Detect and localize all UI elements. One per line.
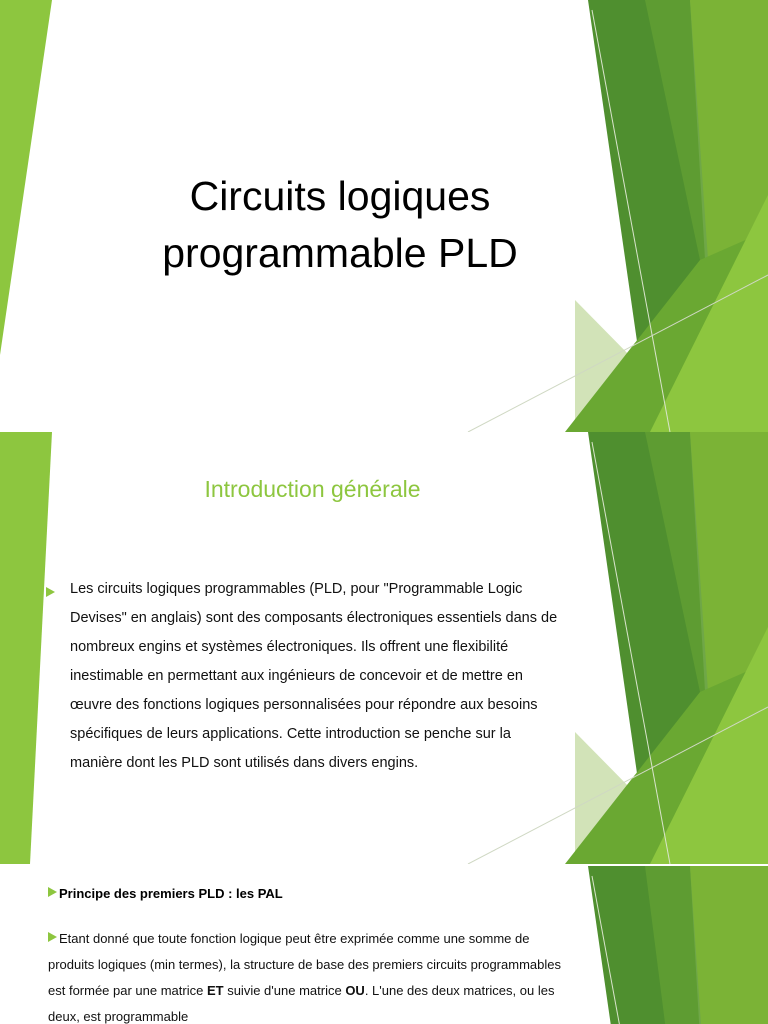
introduction-slide [0,432,768,866]
bullet-text: Les circuits logiques programmables (PLD, pour "Programmable Logic Devises" en anglais) sont des composants électroniques essentiels dans de nombreux engins et systèmes électroniques. Ils offrent une flexibilité inestimable en permettant aux ingénieurs de concevoir et de mettre en œuvre des fonctions logiques personnalisées pour répondre aux besoins spécifiques de leurs applications. Cette introduction se penche sur la manière dont les PLD sont utilisés dans divers engins. [70,581,558,771]
paragraph-part-1: Etant donné que toute fonction logique peut être exprimée comme une somme de produits logiques (min termes), la structure de base des premiers circuits programmables est formée par une matrice [48,931,561,998]
right-green-band [690,866,768,1024]
title-slide [0,0,768,432]
title-line-1: Circuits logiques [189,173,491,219]
pal-slide [0,866,768,1024]
bold-et: ET [206,983,224,998]
bold-ou: OU [345,983,365,998]
bullet-arrow-icon [46,587,55,597]
section-paragraph [48,926,578,1024]
title-line-2: programmable PLD [162,230,518,276]
bullet-item [46,575,566,778]
bullet-arrow-icon [48,887,57,897]
slide-title [110,168,570,282]
bullet-arrow-icon [48,932,57,942]
paragraph-part-2: suivie d'une matrice [223,983,346,998]
paragraph-part-3: . L'une des deux matrices, ou les deux, est programmable [48,983,555,1024]
left-green-band [0,432,52,864]
slide-heading: Introduction générale [204,476,421,502]
section-heading-text: Principe des premiers PLD : les PAL [59,886,283,901]
left-green-triangle [0,0,52,355]
section-heading [48,886,283,901]
